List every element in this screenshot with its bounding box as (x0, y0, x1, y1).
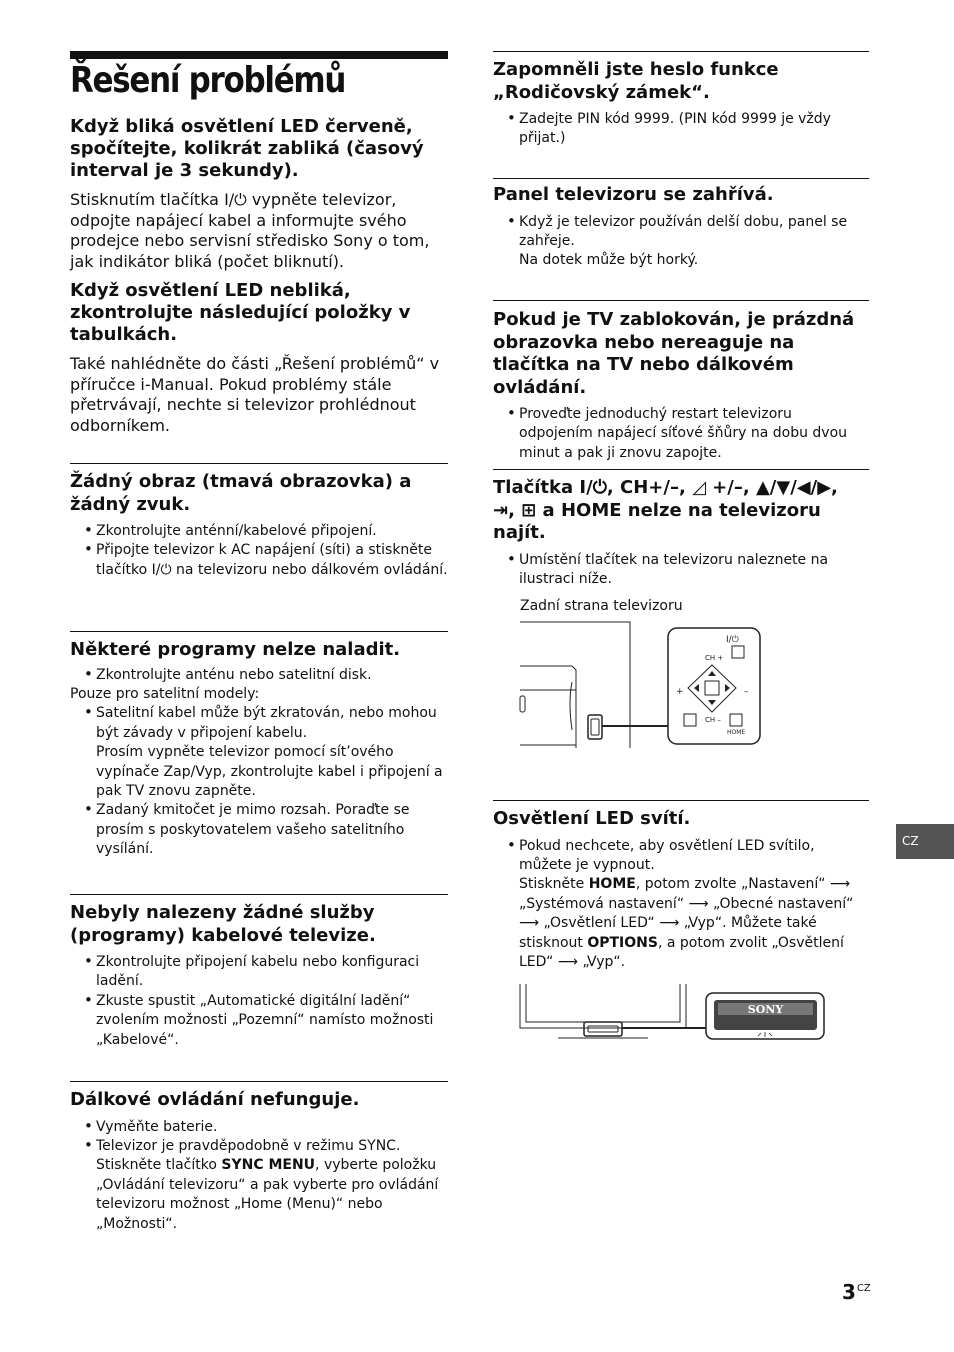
page-number (842, 1280, 871, 1304)
tv-rear-illustration (518, 620, 768, 748)
list-item (493, 837, 869, 973)
section-title (493, 477, 869, 545)
list-item: • Zadejte PIN kód 9999. (PIN kód 9999 je vždy přijat.) (493, 110, 869, 149)
section-title: Zapomněli jste heslo funkce „Rodičovský zámek“. (493, 59, 779, 103)
figure-label: CH + (705, 654, 724, 662)
title-line: ⇥, ⊞ a HOME nelze na televizoru (493, 499, 821, 521)
section-pin (493, 51, 869, 149)
list-item-text: Stiskněte (519, 876, 589, 893)
section-hot-panel (493, 178, 869, 271)
page-number-suffix: CZ (856, 1283, 871, 1294)
section-remote (70, 1081, 448, 1234)
section-title: Panel televizoru se zahřívá. (493, 184, 774, 205)
list-item (70, 704, 448, 801)
section-title: Dálkové ovládání nefunguje. (70, 1089, 360, 1110)
intro-heading-1: Když bliká osvětlení LED červeně, spočítejte, kolikrát zabliká (časový interval je 3 sekundy). (70, 116, 424, 181)
list-item: • Připojte televizor k AC napájení (síti) a stiskněte tlačítko I/⏻ na televizoru nebo dálkovém ovládání. (70, 541, 448, 580)
list-item-text: Satelitní kabel může být zkratován, nebo mohou být závady v připojení kabelu. (96, 705, 437, 741)
list-item-text: Když je televizor používán delší dobu, panel se zahřeje. (519, 213, 848, 249)
figure-label: – (744, 687, 749, 697)
figure-label: + (676, 687, 684, 697)
list-item: • Vyměňte baterie. (70, 1118, 448, 1137)
section-no-picture (70, 463, 448, 580)
key-home: HOME (588, 876, 636, 893)
list-item: • Umístění tlačítek na televizoru naleznete na ilustraci níže. (493, 551, 869, 590)
list-item (493, 213, 869, 271)
tv-led-illustration (518, 982, 830, 1042)
list-item: • Zadaný kmitočet je mimo rozsah. Poraďte se prosím s poskytovatelem vašeho satelitního vysílání. (70, 801, 448, 859)
list-item: • Zkontrolujte anténu nebo satelitní disk. (70, 666, 448, 685)
section-title: Osvětlení LED svítí. (493, 808, 691, 829)
list-item: • Proveďte jednoduchý restart televizoru odpojením napájecí síťové šňůry na dobu dvou minut a pak ji znovu zapojte. (493, 405, 869, 463)
list-item-text: Na dotek může být horký. (519, 252, 699, 269)
figure-label: I/⏻ (726, 635, 739, 645)
page-number-value: 3 (842, 1280, 856, 1304)
intro-paragraph-2: Také nahlédněte do části „Řešení problémů“ v příručce i-Manual. Pokud problémy stále přetrvávají, nechte si televizor prohlédnout odborníkem. (70, 354, 440, 435)
intro-heading-2: Když osvětlení LED nebliká, zkontrolujte následující položky v tabulkách. (70, 280, 411, 345)
title-line: Tlačítka I/⏻, CH+/–, ◿ +/–, ▲/▼/◀/▶, (493, 477, 838, 498)
key-sync-menu: SYNC MENU (221, 1157, 316, 1174)
section-title: Nebyly nalezeny žádné služby (programy) kabelové televize. (70, 902, 376, 946)
list-item-text: , potom zvolte „Nastavení“ ⟶ „Systémová nastavení“ ⟶ „Obecné nastavení“ ⟶ „Osvětlení LED“ ⟶ „Vyp“. Můžete také stisknout (519, 876, 854, 951)
intro-section (70, 116, 448, 436)
figure-label: HOME (727, 729, 746, 736)
list-item: • Zkontrolujte připojení kabelu nebo konfiguraci ladění. (70, 953, 448, 992)
list-item-text: Televizor je pravděpodobně v režimu SYNC. Stiskněte tlačítko (96, 1137, 401, 1174)
intro-paragraph-1: Stisknutím tlačítka I/⏻ vypněte televizor, odpojte napájecí kabel a informujte svého prodejce nebo servisní středisko Sony o tom, jak indikátor bliká (počet bliknutí). (70, 190, 430, 271)
section-cable (70, 894, 448, 1050)
section-buttons (493, 469, 869, 615)
section-programs (70, 631, 448, 860)
key-options: OPTIONS (587, 934, 658, 951)
section-led (493, 800, 869, 972)
list-item (70, 1137, 448, 1234)
led-glow-icon (758, 1032, 772, 1037)
figure-label: CH – (705, 716, 721, 724)
list-item-text: Pokud nechcete, aby osvětlení LED svítilo, můžete je vypnout. (519, 837, 815, 873)
section-title: Žádný obraz (tmavá obrazovka) a žádný zvuk. (70, 471, 412, 515)
list-item-text: , a potom zvolit „Osvětlení LED“ ⟶ „Vyp“. (519, 934, 844, 970)
section-locked (493, 300, 869, 463)
section-title: Některé programy nelze naladit. (70, 639, 401, 660)
sony-logo: SONY (747, 1003, 784, 1016)
note-text: Pouze pro satelitní modely: (70, 685, 260, 702)
list-item-text: Prosím vypněte televizor pomocí sít’ového vypínače Zap/Vyp, zkontrolujte kabel i připojení a pak TV znovu zapněte. (96, 744, 443, 799)
section-title: Pokud je TV zablokován, je prázdná obrazovka nebo nereaguje na tlačítka na TV nebo dálkovém ovládání. (493, 309, 855, 398)
list-item: • Zkontrolujte anténní/kabelové připojení. (70, 522, 448, 541)
list-item: • Zkuste spustit „Automatické digitální ladění“ zvolením možnosti „Pozemní“ namísto možnosti „Kabelové“. (70, 992, 448, 1050)
list-item-text: , vyberte položku „Ovládání televizoru“ a pak vyberte pro ovládání televizoru možnost „Home (Menu)“ nebo „Možnosti“. (96, 1157, 439, 1232)
language-tab: CZ (896, 824, 954, 859)
title-line: najít. (493, 522, 546, 543)
figure-caption: Zadní strana televizoru (520, 598, 683, 615)
title-bar (70, 51, 448, 59)
page-title: Řešení problémů (70, 60, 346, 101)
